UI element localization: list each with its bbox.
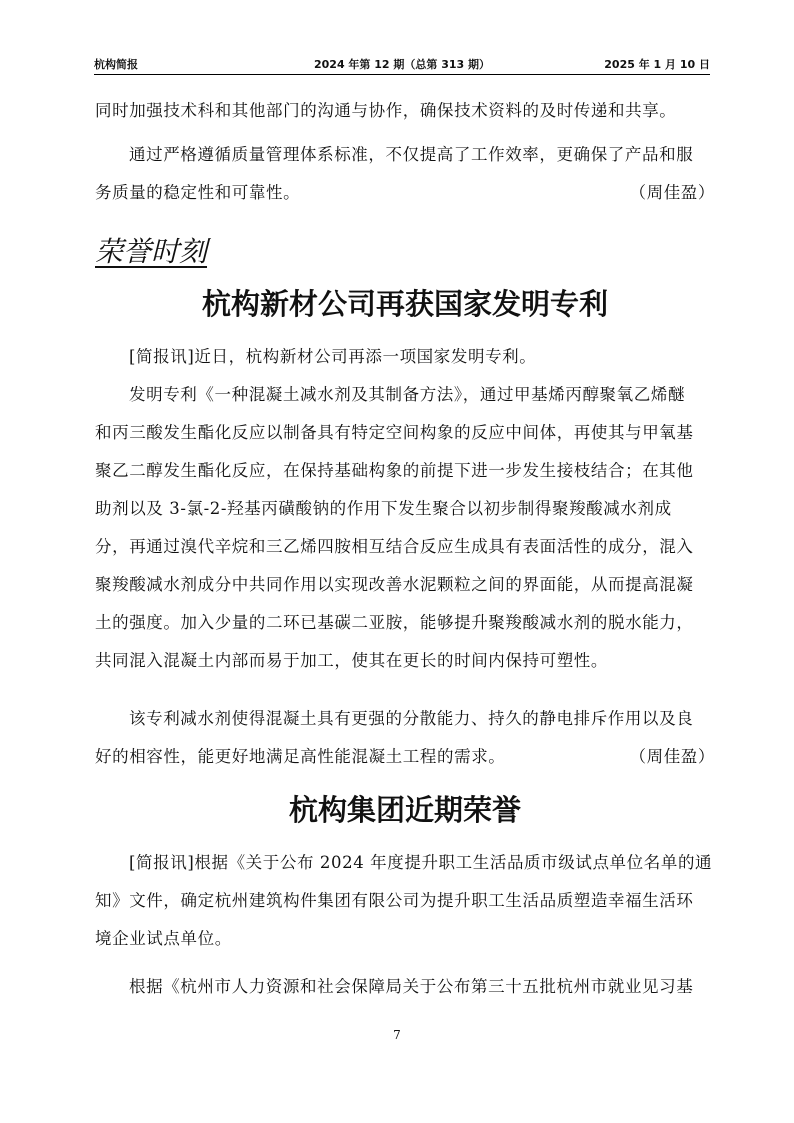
- body-line: 发明专利《一种混凝土减水剂及其制备方法》，通过甲基烯丙醇聚氧乙烯醚: [129, 385, 686, 404]
- header-publication-name: 杭构简报: [94, 58, 138, 71]
- header-date: 2025 年 1 月 10 日: [604, 58, 710, 71]
- page-number: 7: [393, 1028, 401, 1042]
- author-credit: （周佳盈）: [629, 747, 715, 766]
- author-credit: （周佳盈）: [629, 183, 715, 202]
- article-closing-line1: 该专利减水剂使得混凝土具有更强的分散能力、持久的静电排斥作用以及良: [129, 709, 694, 728]
- body-line: 土的强度。加入少量的二环已基碳二亚胺，能够提升聚羧酸减水剂的脱水能力，: [95, 613, 694, 632]
- body-line: 分，再通过溴代辛烷和三乙烯四胺相互结合反应生成具有表面活性的成分，混入: [95, 537, 694, 556]
- article-title-honors: 杭构集团近期荣誉: [288, 793, 521, 827]
- body-line: 境企业试点单位。: [95, 929, 232, 948]
- body-line: 共同混入混凝土内部而易于加工，使其在更长的时间内保持可塑性。: [95, 651, 608, 670]
- body-line: 聚乙二醇发生酯化反应，在保持基础构象的前提下进一步发生接枝结合；在其他: [95, 461, 694, 480]
- section-title: 荣誉时刻: [95, 235, 208, 268]
- body-line: [简报讯]根据《关于公布 2024 年度提升职工生活品质市级试点单位名单的通: [129, 853, 713, 872]
- article-closing-line2-text: 好的相容性，能更好地满足高性能混凝土工程的需求。: [95, 747, 506, 766]
- article-body-honors: [95, 848, 715, 954]
- paragraph-quality-line2: [95, 178, 715, 208]
- page-header: [94, 56, 710, 75]
- article-body-patent: [95, 380, 715, 676]
- article-closing-line2: [95, 742, 715, 772]
- article-title-patent: 杭构新材公司再获国家发明专利: [201, 287, 608, 321]
- body-line: 聚羧酸减水剂成分中共同作用以实现改善水泥颗粒之间的界面能，从而提高混凝: [95, 575, 694, 594]
- body-line: 和丙三酸发生酯化反应以制备具有特定空间构象的反应中间体，再使其与甲氧基: [95, 423, 694, 442]
- header-issue-number: 2024 年第 12 期（总第 313 期）: [313, 58, 491, 71]
- article-lead-patent: [简报讯]近日，杭构新材公司再添一项国家发明专利。: [129, 347, 537, 366]
- paragraph-quality-line2-text: 务质量的稳定性和可靠性。: [95, 183, 301, 202]
- paragraph-quality-line1: 通过严格遵循质量管理体系标准，不仅提高了工作效率，更确保了产品和服: [129, 145, 694, 164]
- body-line: 知》文件，确定杭州建筑构件集团有限公司为提升职工生活品质塑造幸福生活环: [95, 891, 694, 910]
- body-line: 助剂以及 3-氯-2-羟基丙磺酸钠的作用下发生聚合以初步制得聚羧酸减水剂成: [95, 499, 672, 518]
- paragraph-continued: 同时加强技术科和其他部门的沟通与协作，确保技术资料的及时传递和共享。: [95, 101, 677, 120]
- article-honors-para2: 根据《杭州市人力资源和社会保障局关于公布第三十五批杭州市就业见习基: [129, 977, 694, 996]
